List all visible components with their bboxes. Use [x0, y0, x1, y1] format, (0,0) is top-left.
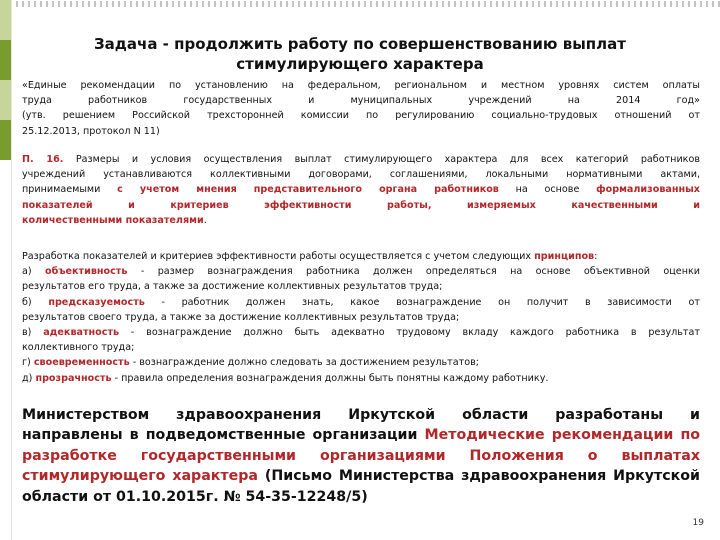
principle-text: - вознаграждение должно быть адекватно трудовому вкладу каждого работника в результат: [119, 327, 700, 339]
principle-continuation: результатов его труда, а также за достижение коллективных результатов труда;: [22, 281, 443, 293]
decorative-tick: [172, 1, 174, 7]
decorative-top-ticks: [14, 0, 720, 8]
decorative-tick: [646, 1, 648, 7]
conclusion-text: (Письмо Министерства здравоохранения Иркутской: [258, 468, 700, 485]
decorative-tick: [706, 1, 708, 7]
principle-name: предсказуемость: [48, 296, 145, 308]
title-line-2: стимулирующего характера: [236, 55, 484, 73]
conclusion-paragraph: [22, 405, 700, 507]
decorative-tick: [70, 1, 72, 7]
decorative-tick: [460, 1, 462, 7]
decorative-tick: [712, 1, 714, 7]
decorative-tick: [58, 1, 60, 7]
title-line-1: Задача - продолжить работу по совершенствованию выплат: [94, 35, 626, 53]
decorative-tick: [148, 1, 150, 7]
principle-marker: г): [22, 357, 34, 369]
conclusion-text: направлены в подведомственные организации: [22, 427, 425, 444]
highlight-line: показателей и критериев эффективности работы, измеряемых качественными и: [22, 199, 700, 211]
decorative-tick: [586, 1, 588, 7]
slide-title: [40, 34, 680, 74]
principles-intro-text: Разработка показателей и критериев эффективности работы осуществляется с учетом следующих: [22, 251, 535, 262]
decorative-tick: [28, 1, 30, 7]
decorative-tick: [274, 1, 276, 7]
decorative-tick: [238, 1, 240, 7]
principle-text: - правила определения вознаграждения должны быть понятны каждому работнику.: [111, 372, 549, 384]
decorative-tick: [676, 1, 678, 7]
decorative-tick: [220, 1, 222, 7]
decorative-tick: [160, 1, 162, 7]
decorative-tick: [184, 1, 186, 7]
decorative-tick: [490, 1, 492, 7]
decorative-tick: [550, 1, 552, 7]
clause-16-text: принимаемыми: [22, 184, 118, 196]
clause-16-line: учреждений устанавливаются коллективными договорами, соглашениями, локальными нормативными актами,: [22, 169, 700, 181]
decorative-tick: [52, 1, 54, 7]
decorative-tick: [214, 1, 216, 7]
decorative-tick: [694, 1, 696, 7]
decorative-tick: [562, 1, 564, 7]
decorative-tick: [658, 1, 660, 7]
decorative-tick: [16, 1, 18, 7]
decorative-tick: [682, 1, 684, 7]
page-number: 19: [692, 518, 704, 528]
decorative-tick: [178, 1, 180, 7]
principle-text: - размер вознаграждения работника должен определяться на основе объективной оценки: [127, 266, 700, 278]
decorative-tick: [142, 1, 144, 7]
decorative-tick: [298, 1, 300, 7]
principle-item: [22, 355, 700, 370]
decorative-tick: [208, 1, 210, 7]
decorative-tick: [532, 1, 534, 7]
highlight-line: разработке государственными организациями Положения о выплатах: [22, 447, 700, 464]
recommendations-line: «Единые рекомендации по установлению на федеральном, региональном и местном уровнях систем оплаты: [22, 80, 700, 91]
decorative-tick: [166, 1, 168, 7]
principle-name: адекватность: [43, 327, 120, 339]
decorative-tick: [418, 1, 420, 7]
recommendations-line: труда работников государственных и муниципальных учреждений на 2014 год»: [22, 95, 700, 107]
bar-segment: [0, 80, 11, 120]
decorative-tick: [502, 1, 504, 7]
bar-segment: [0, 40, 11, 80]
decorative-tick: [388, 1, 390, 7]
principle-marker: а): [22, 266, 46, 278]
decorative-tick: [604, 1, 606, 7]
decorative-tick: [316, 1, 318, 7]
decorative-tick: [94, 1, 96, 7]
decorative-tick: [700, 1, 702, 7]
principle-continuation: результатов своего труда, а также за достижение коллективных результатов труда;: [22, 311, 460, 323]
decorative-tick: [346, 1, 348, 7]
principle-name: прозрачность: [35, 372, 112, 384]
decorative-tick: [40, 1, 42, 7]
recommendations-line: (утв. решением Российской трехсторонней комиссии по регулированию социально-трудовых отношений от: [22, 110, 700, 122]
decorative-tick: [568, 1, 570, 7]
principles-intro-end: :: [594, 251, 598, 262]
decorative-tick: [268, 1, 270, 7]
conclusion-line: области от 01.10.2015г. № 54-35-12248/5): [22, 488, 368, 505]
decorative-tick: [190, 1, 192, 7]
decorative-tick: [526, 1, 528, 7]
principle-item: [22, 264, 700, 279]
decorative-tick: [334, 1, 336, 7]
decorative-tick: [358, 1, 360, 7]
decorative-tick: [202, 1, 204, 7]
decorative-tick: [616, 1, 618, 7]
bar-segment: [0, 120, 11, 160]
conclusion-line: [22, 466, 700, 486]
decorative-tick: [394, 1, 396, 7]
decorative-tick: [322, 1, 324, 7]
decorative-tick: [574, 1, 576, 7]
decorative-tick: [34, 1, 36, 7]
decorative-tick: [688, 1, 690, 7]
decorative-tick: [430, 1, 432, 7]
decorative-tick: [436, 1, 438, 7]
decorative-tick: [112, 1, 114, 7]
decorative-tick: [232, 1, 234, 7]
decorative-tick: [598, 1, 600, 7]
decorative-tick: [622, 1, 624, 7]
principle-item: [22, 371, 700, 386]
decorative-tick: [664, 1, 666, 7]
decorative-tick: [88, 1, 90, 7]
conclusion-line: [22, 425, 700, 445]
principle-text: - вознаграждение должно следовать за достижением результатов;: [129, 357, 479, 369]
decorative-tick: [376, 1, 378, 7]
clause-16-label: П. 16.: [22, 154, 64, 165]
decorative-tick: [22, 1, 24, 7]
decorative-tick: [400, 1, 402, 7]
highlight-text: формализованных: [596, 184, 700, 196]
decorative-tick: [250, 1, 252, 7]
decorative-tick: [520, 1, 522, 7]
clause-16-line: [22, 182, 700, 197]
principle-continuation: коллективного труда;: [22, 342, 135, 354]
decorative-tick: [136, 1, 138, 7]
principle-item: [22, 325, 700, 340]
decorative-tick: [340, 1, 342, 7]
principle-item: [22, 295, 700, 310]
principle-name: своевременность: [33, 357, 130, 369]
decorative-left-bar: [0, 0, 12, 540]
clause-16-text: Размеры и условия осуществления выплат стимулирующего характера для всех категорий работников: [63, 154, 701, 165]
clause-16-line: [22, 152, 700, 167]
principle-name: объективность: [45, 266, 128, 278]
highlight-text: стимулирующего характера: [22, 468, 258, 485]
principles-paragraph: [22, 249, 700, 386]
bar-segment: [0, 0, 11, 40]
decorative-tick: [82, 1, 84, 7]
decorative-tick: [448, 1, 450, 7]
principle-marker: б): [22, 296, 49, 308]
decorative-tick: [406, 1, 408, 7]
clause-16-paragraph: [22, 152, 700, 228]
principle-text: - работник должен знать, какое вознаграждение он получит в зависимости от: [144, 296, 700, 308]
decorative-tick: [580, 1, 582, 7]
decorative-tick: [310, 1, 312, 7]
decorative-tick: [472, 1, 474, 7]
decorative-tick: [442, 1, 444, 7]
decorative-tick: [478, 1, 480, 7]
decorative-tick: [328, 1, 330, 7]
decorative-tick: [364, 1, 366, 7]
decorative-tick: [292, 1, 294, 7]
highlight-text: с учетом мнения представительного органа работников: [117, 184, 499, 196]
decorative-tick: [634, 1, 636, 7]
decorative-tick: [496, 1, 498, 7]
decorative-tick: [640, 1, 642, 7]
principle-marker: в): [22, 327, 44, 339]
decorative-tick: [124, 1, 126, 7]
decorative-tick: [286, 1, 288, 7]
decorative-tick: [508, 1, 510, 7]
decorative-tick: [118, 1, 120, 7]
decorative-tick: [370, 1, 372, 7]
decorative-tick: [424, 1, 426, 7]
decorative-tick: [262, 1, 264, 7]
decorative-tick: [130, 1, 132, 7]
decorative-tick: [538, 1, 540, 7]
decorative-tick: [106, 1, 108, 7]
decorative-tick: [544, 1, 546, 7]
decorative-tick: [46, 1, 48, 7]
principles-intro: [22, 249, 700, 264]
decorative-tick: [484, 1, 486, 7]
clause-16-text: на основе: [498, 184, 597, 196]
recommendations-line: 25.12.2013, протокол N 11): [22, 125, 160, 137]
decorative-tick: [514, 1, 516, 7]
decorative-tick: [556, 1, 558, 7]
decorative-tick: [64, 1, 66, 7]
decorative-tick: [382, 1, 384, 7]
decorative-tick: [454, 1, 456, 7]
decorative-tick: [466, 1, 468, 7]
decorative-tick: [670, 1, 672, 7]
decorative-tick: [352, 1, 354, 7]
decorative-tick: [652, 1, 654, 7]
decorative-tick: [304, 1, 306, 7]
clause-16-text: .: [203, 214, 207, 226]
decorative-tick: [100, 1, 102, 7]
decorative-tick: [244, 1, 246, 7]
clause-16-line: [22, 213, 700, 228]
decorative-tick: [196, 1, 198, 7]
decorative-tick: [610, 1, 612, 7]
decorative-tick: [76, 1, 78, 7]
recommendations-paragraph: [22, 78, 700, 139]
decorative-tick: [280, 1, 282, 7]
decorative-tick: [412, 1, 414, 7]
highlight-text: Методические рекомендации по: [424, 427, 700, 444]
decorative-tick: [592, 1, 594, 7]
principle-marker: д): [22, 372, 36, 384]
conclusion-line: Министерством здравоохранения Иркутской области разработаны и: [22, 407, 700, 423]
decorative-tick: [256, 1, 258, 7]
decorative-tick: [628, 1, 630, 7]
decorative-tick: [226, 1, 228, 7]
highlight-text: принципов: [534, 251, 595, 262]
highlight-text: количественными показателями: [22, 214, 204, 226]
decorative-tick: [154, 1, 156, 7]
